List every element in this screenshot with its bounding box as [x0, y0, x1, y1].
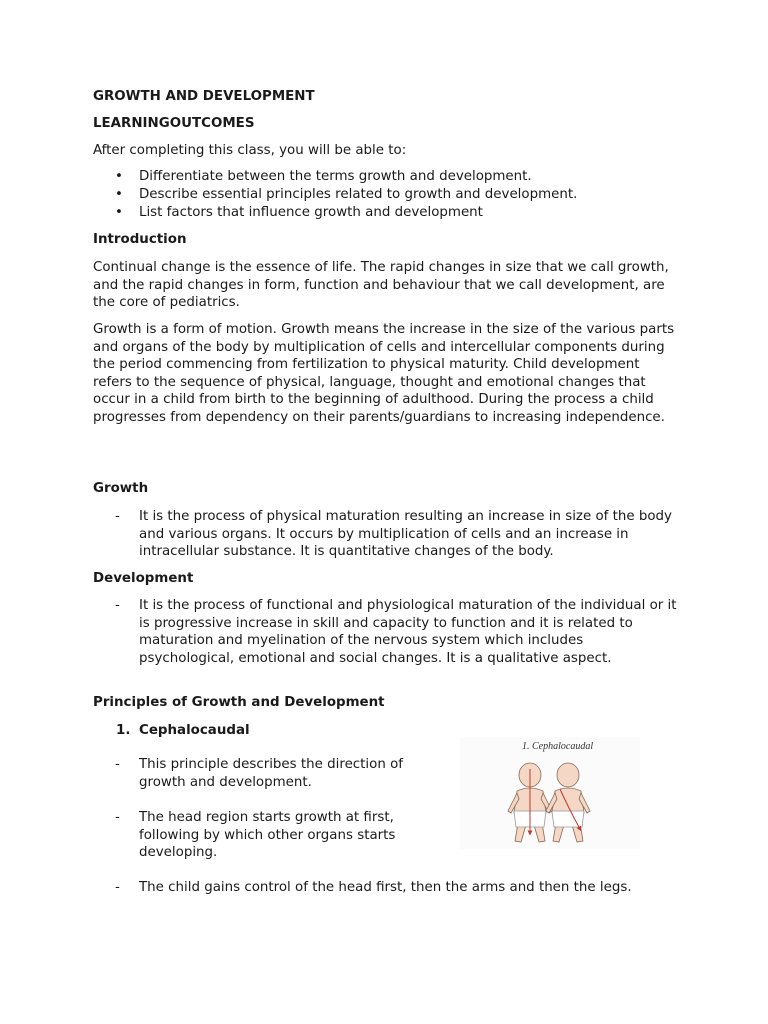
dash-icon: - [115, 880, 120, 895]
development-text: It is the process of functional and physiological maturation of the individual or it is progressive increase in skill and capacity to function and it is related to maturation and myelination of the nervous system which includes psychological, emotional and social changes. It is a qualitative aspect. [139, 598, 677, 666]
intro-heading: Introduction [93, 232, 187, 247]
development-heading: Development [93, 571, 194, 586]
principle-item-text: The child gains control of the head first, then the arms and then the legs. [139, 880, 632, 895]
principle-item-text: This principle describes the direction of growth and development. [139, 757, 403, 790]
intro-paragraph-2: Growth is a form of motion. Growth means the increase in the size of the various parts and organs of the body by multiplication of cells and intercellular components during the period commencing from fertilization to physical maturity. Child development refers to the sequence of physical, language, thought and emotional changes that occur in a child from birth to the beginning of adulthood. During the process a child progresses from dependency on their parents/guardians to increasing independence. [93, 322, 675, 425]
principle-item-text: The head region starts growth at first, following by which other organs starts developing. [139, 810, 396, 861]
cephalocaudal-figure [460, 737, 640, 849]
growth-text: It is the process of physical maturation resulting an increase in size of the body and various organs. It occurs by multiplication of cells and an increase in intracellular substance. It is quantitative changes of the body. [139, 509, 672, 560]
bullet-icon: • [115, 187, 123, 202]
intro-paragraph-1: Continual change is the essence of life. The rapid changes in size that we call growth, and the rapid changes in form, function and behaviour that we call development, are the core of pediatrics. [93, 260, 669, 311]
principle-label: Cephalocaudal [139, 723, 250, 738]
figure-caption: 1. Cephalocaudal [522, 741, 594, 752]
outcomes-heading: LEARNINGOUTCOMES [93, 116, 255, 131]
outcomes-intro: After completing this class, you will be able to: [93, 143, 407, 158]
bullet-icon: • [115, 205, 123, 220]
outcome-text: Describe essential principles related to growth and development. [139, 187, 578, 202]
dash-icon: - [115, 598, 120, 613]
document-title: GROWTH AND DEVELOPMENT [93, 89, 315, 104]
dash-icon: - [115, 810, 120, 825]
bullet-icon: • [115, 169, 123, 184]
outcome-text: List factors that influence growth and development [139, 205, 483, 220]
outcome-text: Differentiate between the terms growth and development. [139, 169, 532, 184]
dash-icon: - [115, 509, 120, 524]
dash-icon: - [115, 757, 120, 772]
growth-heading: Growth [93, 481, 149, 496]
principles-heading: Principles of Growth and Development [93, 695, 385, 710]
infant-illustration-icon [460, 737, 640, 849]
principle-number: 1. [116, 723, 131, 738]
